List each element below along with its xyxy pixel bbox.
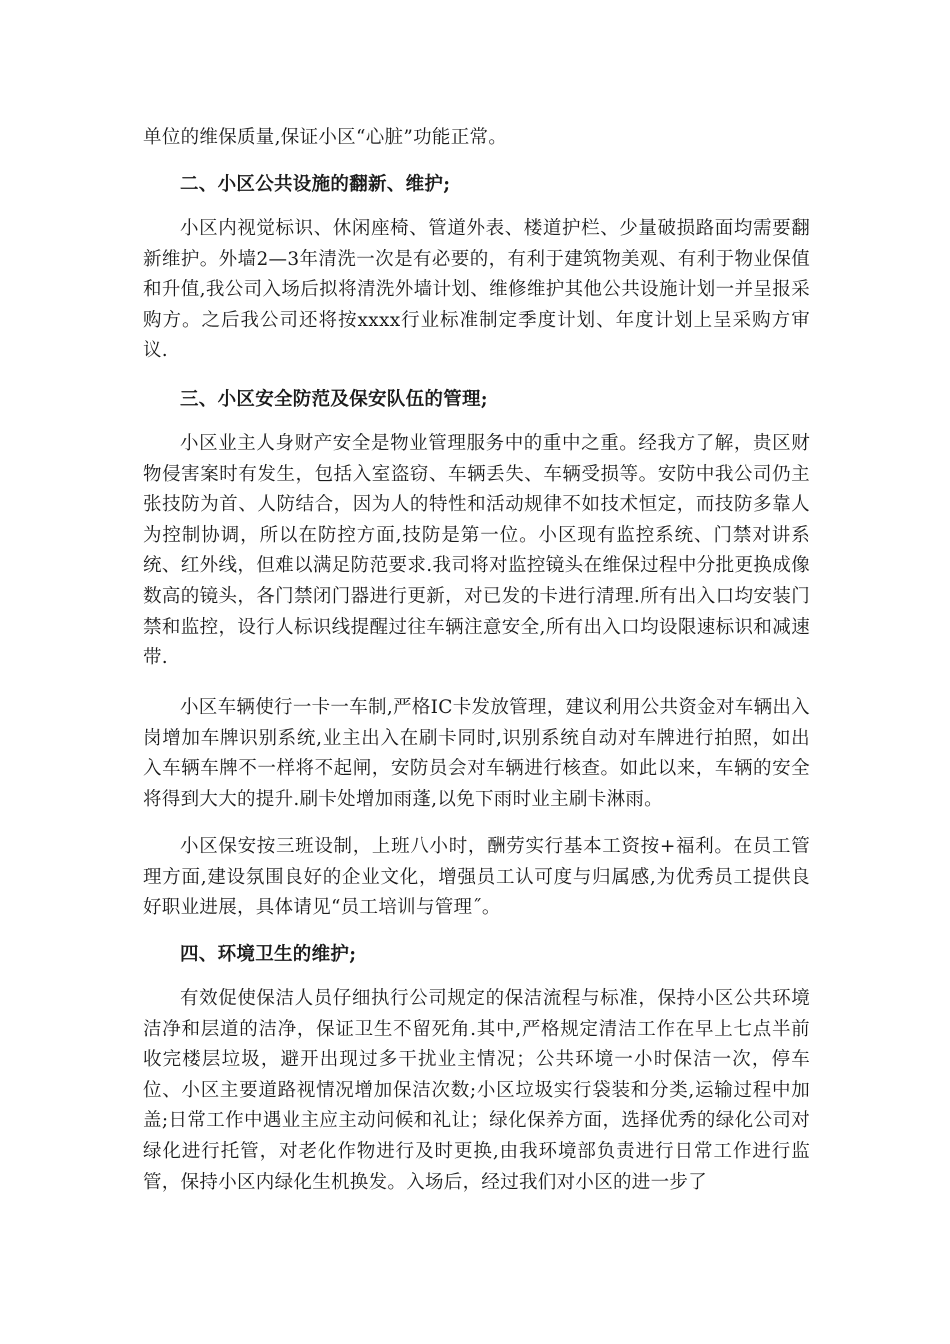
heading-text: 四、环境卫生的维护; xyxy=(180,944,357,965)
paragraph-guards xyxy=(143,832,810,924)
heading-text: 三、小区安全防范及保安队伍的管理; xyxy=(180,389,488,410)
heading-text: 二、小区公共设施的翻新、维护; xyxy=(180,174,451,195)
paragraph-continued xyxy=(143,123,810,154)
paragraph-environment xyxy=(143,984,810,1198)
paragraph-text: 单位的维保质量,保证小区“心脏”功能正常。 xyxy=(143,127,508,148)
section-heading-3 xyxy=(143,385,810,415)
paragraph-text: 小区保安按三班设制，上班八小时，酬劳实行基本工资按+福利。在员工管理方面,建设氛围良好的企业文化，增强员工认可度与归属感,为优秀员工提供良好职业进展，具体请见“员工培训与管理˝。 xyxy=(143,836,810,919)
section-heading-2 xyxy=(143,170,810,200)
paragraph-facilities xyxy=(143,214,810,367)
paragraph-text: 小区车辆使行一卡一车制,严格IC卡发放管理，建议利用公共资金对车辆出入岗增加车牌识别系统,业主出入在刷卡同时,识别系统自动对车牌进行拍照，如出入车辆车牌不一样将不起闸，安防员会对车辆进行核查。如此以来，车辆的安全将得到大大的提升.刷卡处增加雨蓬,以免下雨时业主刷卡淋雨。 xyxy=(143,697,810,810)
paragraph-text: 小区内视觉标识、休闲座椅、管道外表、楼道护栏、少量破损路面均需要翻新维护。外墙2—3年清洗一次是有必要的，有利于建筑物美观、有利于物业保值和升值,我公司入场后拟将清洗外墙计划、维修维护其他公共设施计划一并呈报采购方。之后我公司还将按xxxx行业标准制定季度计划、年度计划上呈采购方审议. xyxy=(143,218,810,362)
section-heading-4 xyxy=(143,940,810,970)
paragraph-vehicles xyxy=(143,693,810,815)
paragraph-text: 小区业主人身财产安全是物业管理服务中的重中之重。经我方了解，贵区财物侵害案时有发生，包括入室盗窃、车辆丢失、车辆受损等。安防中我公司仍主张技防为首、人防结合，因为人的特性和活动规律不如技术恒定，而技防多靠人为控制协调，所以在防控方面,技防是第一位。小区现有监控系统、门禁对讲系统、红外线，但难以满足防范要求.我司将对监控镜头在维保过程中分批更换成像数高的镜头，各门禁闭门器进行更新，对已发的卡进行清理.所有出入口均安装门禁和监控，设行人标识线提醒过往车辆注意安全,所有出入口均设限速标识和减速带. xyxy=(143,433,810,669)
paragraph-text: 有效促使保洁人员仔细执行公司规定的保洁流程与标准，保持小区公共环境洁净和层道的洁净，保证卫生不留死角.其中,严格规定清洁工作在早上七点半前收完楼层垃圾，避开出现过多干扰业主情况；公共环境一小时保洁一次，停车位、小区主要道路视情况增加保洁次数;小区垃圾实行袋装和分类,运输过程中加盖;日常工作中遇业主应主动问候和礼让；绿化保养方面，选择优秀的绿化公司对绿化进行托管，对老化作物进行及时更换,由我环境部负责进行日常工作进行监管，保持小区内绿化生机换发。入场后，经过我们对小区的进一步了 xyxy=(143,988,810,1193)
paragraph-security xyxy=(143,429,810,674)
